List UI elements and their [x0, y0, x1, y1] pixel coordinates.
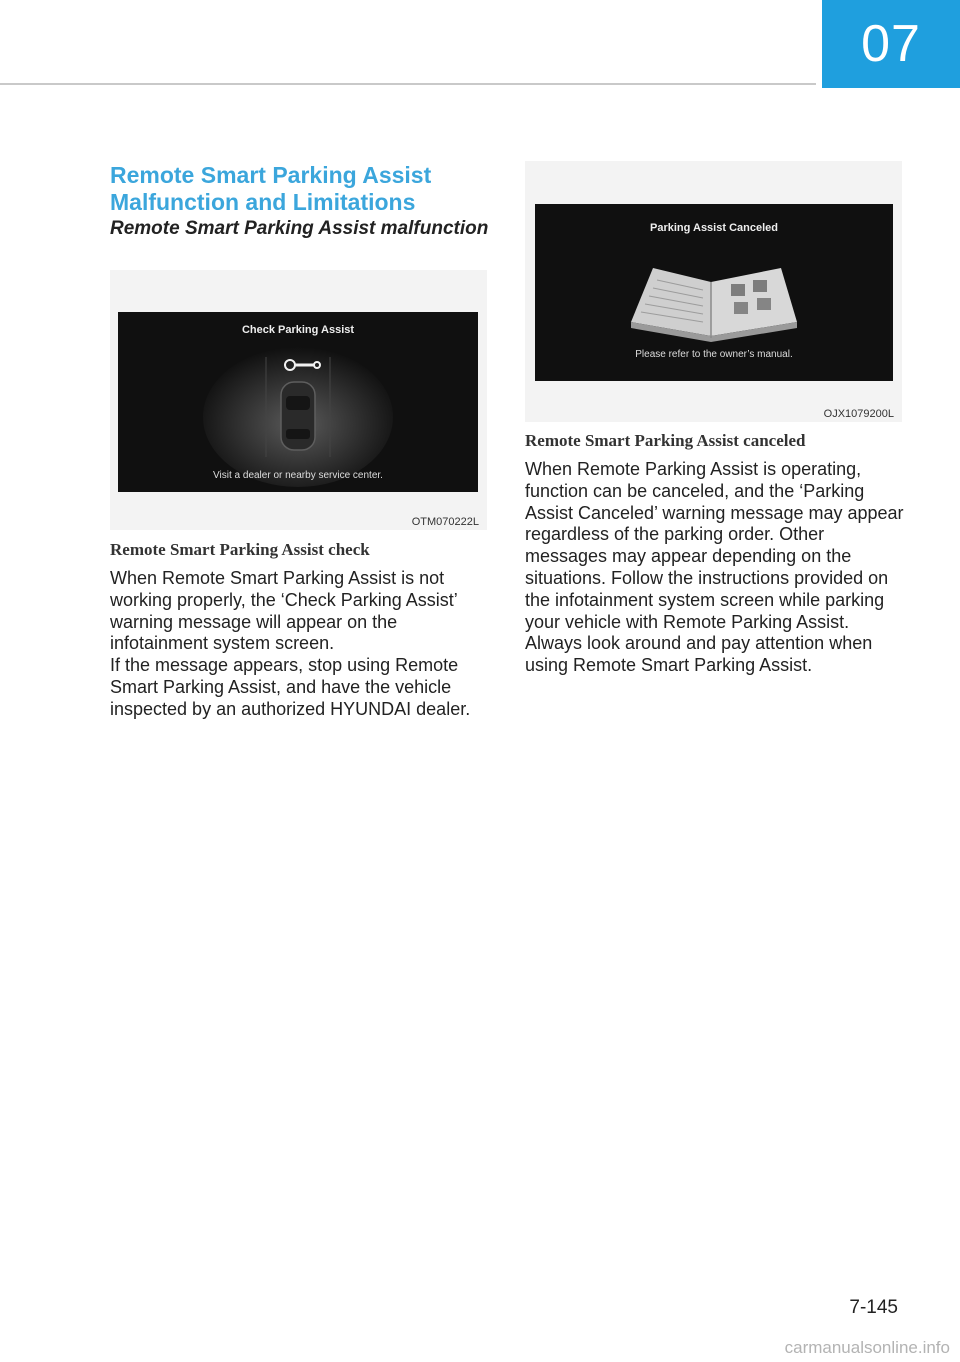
canceled-heading: Remote Smart Parking Assist canceled [525, 431, 806, 450]
car-top-view-icon [281, 382, 315, 450]
open-book-icon [631, 268, 797, 342]
subsection-title: Remote Smart Parking Assist malfunction [110, 218, 489, 239]
chapter-tab: 07 [822, 0, 960, 88]
check-heading: Remote Smart Parking Assist check [110, 540, 370, 559]
figure-code: OJX1079200L [823, 408, 894, 420]
figure-check-parking-assist [110, 270, 487, 530]
header-rule [0, 83, 816, 85]
section-title: Remote Smart Parking Assist Malfunction and Limitations [110, 162, 432, 215]
screen-title: Check Parking Assist [241, 324, 355, 336]
infotainment-screen [535, 204, 893, 381]
figure-code: OTM070222L [411, 516, 479, 528]
screen-message: Please refer to the owner’s manual. [635, 349, 793, 360]
watermark: carmanualsonline.info [784, 1338, 950, 1357]
check-body-2: If the message appears, stop using Remote Smart Parking Assist, and have the vehicle inspected by an authorized HYUNDAI dealer. [110, 655, 471, 719]
page-number: 7-145 [849, 1297, 898, 1318]
screen-message: Visit a dealer or nearby service center. [213, 470, 383, 481]
figure-parking-assist-canceled [525, 161, 902, 422]
screen-title: Parking Assist Canceled [650, 222, 778, 234]
car-warning-illustration [118, 312, 478, 492]
canceled-body: When Remote Parking Assist is operating, function can be canceled, and the ‘Parking Assist Canceled’ warning message may appear regardless of the parking order. Other messages may appear depending on the situations. Follow the instructions provided on the infotainment system screen while parking your vehicle with Remote Parking Assist. Always look around and pay attention when using Remote Smart Parking Assist. [525, 459, 904, 676]
infotainment-screen [118, 312, 478, 492]
check-body: When Remote Smart Parking Assist is not working properly, the ‘Check Parking Assist’ warning message will appear on the infotainment system screen. [110, 568, 458, 654]
